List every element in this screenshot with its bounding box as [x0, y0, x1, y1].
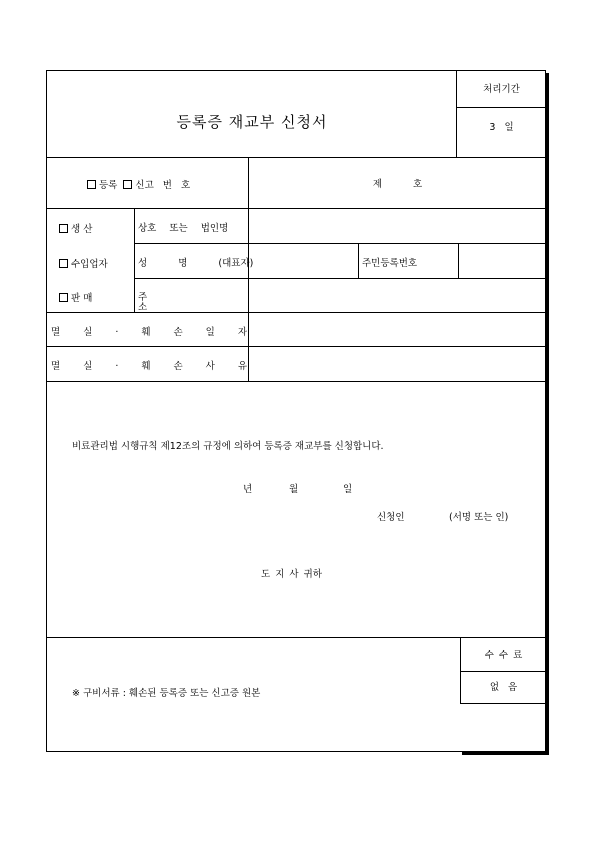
fee-box-bottom — [460, 703, 547, 704]
address-label: 주 소 — [138, 292, 148, 313]
representative-name-label: 성 명 (대표자) — [138, 258, 254, 269]
date-month: 월 — [289, 484, 299, 495]
form-shadow-bottom — [462, 752, 549, 755]
resident-id-value-divider — [458, 243, 459, 278]
processing-box-border — [456, 71, 457, 157]
applicant-type-importer — [59, 259, 108, 270]
resident-id-label: 주민등록번호 — [362, 258, 418, 269]
importer-label: 수입업자 — [71, 259, 108, 270]
row-divider-6 — [47, 381, 547, 382]
damage-reason-label: 멸 실 · 훼 손 사 유 — [51, 361, 247, 372]
fee-value: 없 음 — [489, 682, 518, 693]
label-column-divider — [248, 157, 249, 381]
name-id-divider — [358, 243, 359, 278]
row-divider-1 — [47, 208, 547, 209]
row-divider-5 — [47, 346, 547, 347]
option-registration-label: 등록 — [99, 180, 118, 191]
applicant-signature-label: 신청인 — [377, 512, 405, 523]
form-title: 등록증 재교부 신청서 — [176, 113, 328, 131]
registration-number-value: 제 호 — [372, 179, 423, 190]
applicant-type-divider — [134, 208, 135, 312]
processing-label: 처리기간 — [483, 84, 520, 95]
processing-value: 3 일 — [489, 122, 514, 133]
fee-box-border — [460, 637, 461, 703]
seller-label: 판 매 — [71, 293, 93, 304]
row-divider-3 — [134, 278, 547, 279]
checkbox-production[interactable] — [59, 224, 68, 233]
addressee: 도 지 사 귀하 — [261, 569, 322, 580]
row-divider-2 — [134, 243, 547, 244]
checkbox-seller[interactable] — [59, 293, 68, 302]
registration-type-options — [87, 180, 190, 191]
signature-note: (서명 또는 인) — [449, 512, 509, 523]
checkbox-importer[interactable] — [59, 259, 68, 268]
applicant-type-production — [59, 224, 92, 235]
option-report-label: 신고 번 호 — [135, 180, 191, 191]
processing-box-divider — [456, 107, 547, 108]
application-form — [46, 70, 546, 752]
required-documents: ※ 구비서류 : 훼손된 등록증 또는 신고증 원본 — [72, 688, 261, 699]
date-day: 일 — [343, 484, 353, 495]
checkbox-registration[interactable] — [87, 180, 96, 189]
footer-divider — [47, 637, 547, 638]
header-divider — [47, 157, 547, 158]
damage-date-label: 멸 실 · 훼 손 일 자 — [51, 327, 247, 338]
fee-label: 수 수 료 — [484, 650, 523, 661]
date-year: 년 — [243, 484, 253, 495]
row-divider-4 — [47, 312, 547, 313]
applicant-type-seller — [59, 293, 92, 304]
checkbox-report[interactable] — [123, 180, 132, 189]
company-name-label: 상호 또는 법인명 — [138, 223, 229, 234]
application-statement: 비료관리법 시행규칙 제12조의 규정에 의하여 등록증 재교부를 신청합니다. — [72, 441, 384, 452]
fee-box-divider — [460, 671, 547, 672]
production-label: 생 산 — [71, 224, 93, 235]
